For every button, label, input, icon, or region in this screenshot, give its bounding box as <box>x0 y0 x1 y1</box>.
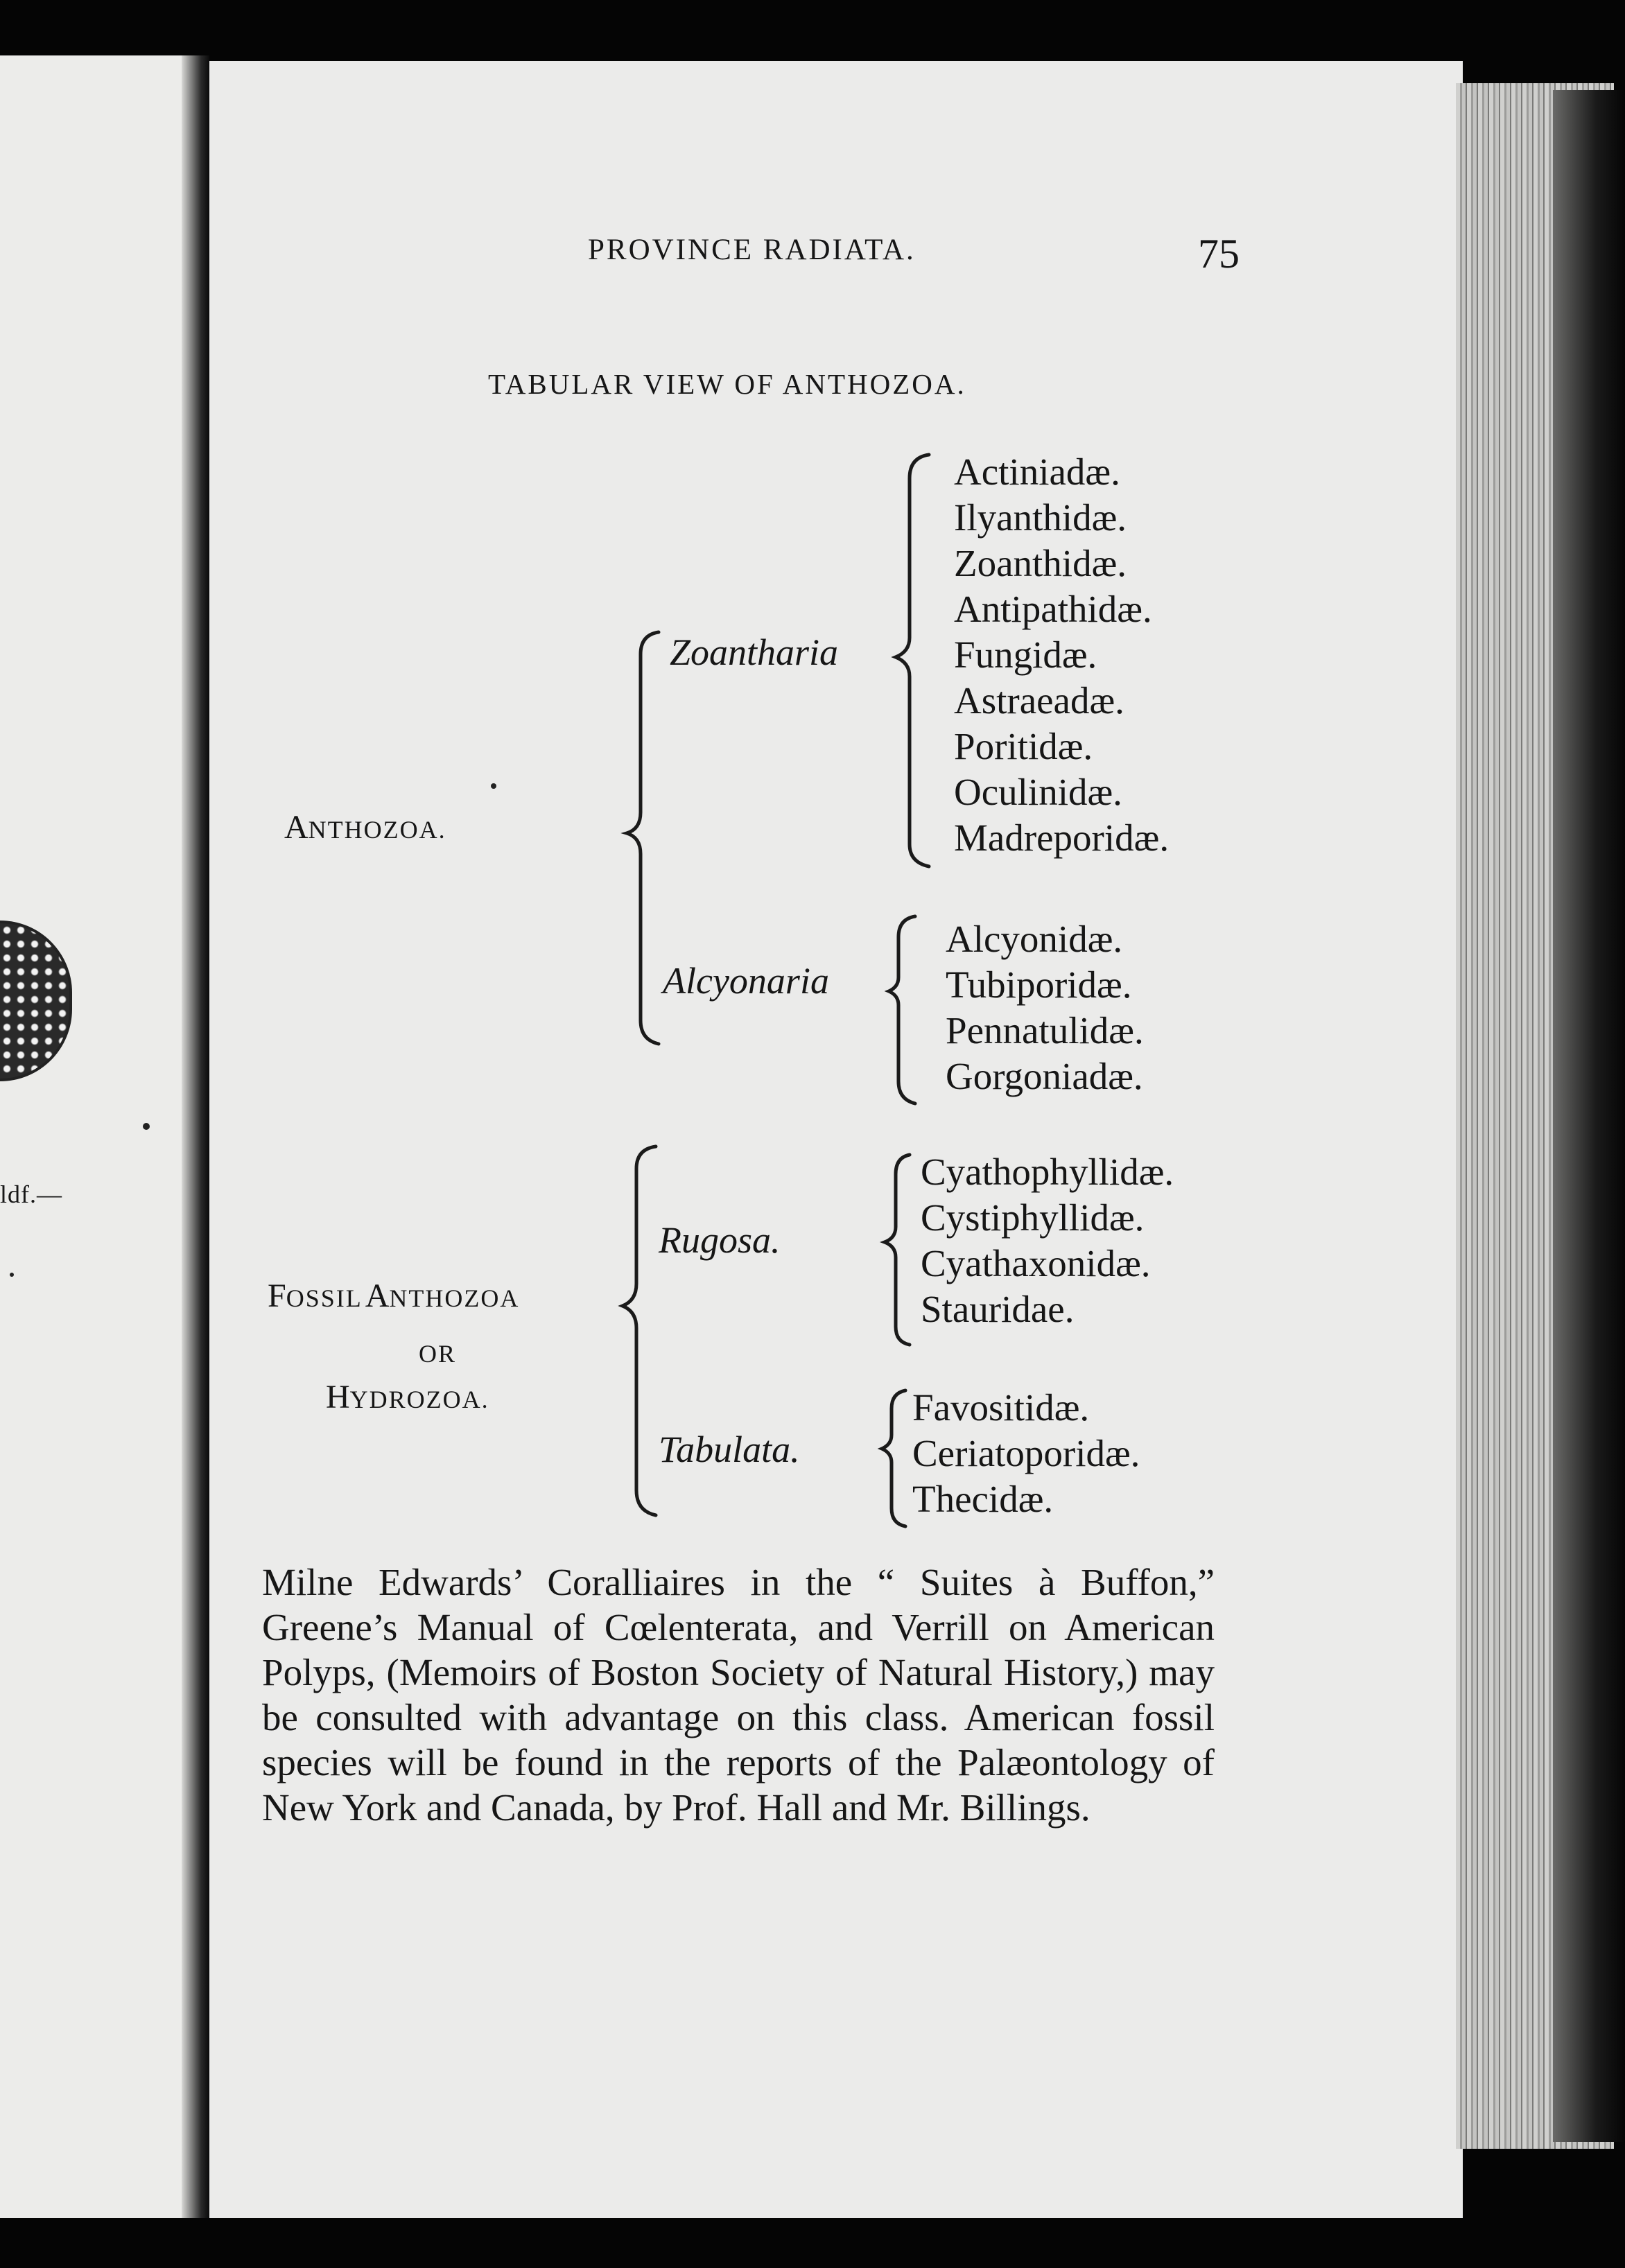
brace-fossil <box>623 1146 656 1515</box>
fossil-label-line1: FOSSIL ANTHOZOA <box>268 1277 520 1314</box>
family-item: Poritidæ. <box>954 725 1093 767</box>
table-title: TABULAR VIEW OF ANTHOZOA. <box>488 368 966 400</box>
family-item: Pennatulidæ. <box>946 1009 1144 1052</box>
group-name-rugosa: Rugosa. <box>659 1219 781 1261</box>
family-item: Astraeadæ. <box>954 679 1124 722</box>
family-item: Alcyonidæ. <box>946 918 1123 960</box>
family-list-zoantharia <box>954 449 1169 861</box>
family-item: Madreporidæ. <box>954 817 1170 859</box>
group-name-tabulata: Tabulata. <box>659 1429 800 1470</box>
family-item: Cystiphyllidæ. <box>921 1196 1145 1239</box>
family-item: Ceriatoporidæ. <box>912 1432 1140 1474</box>
family-item: Thecidæ. <box>912 1478 1054 1520</box>
family-item: Actiniadæ. <box>954 451 1120 493</box>
print-speck <box>491 783 496 789</box>
family-item: Favositidæ. <box>912 1386 1090 1429</box>
family-list-tabulata <box>912 1385 1140 1522</box>
brace-anthozoa <box>627 632 659 1044</box>
group-name-zoantharia: Zoantharia <box>670 631 839 673</box>
family-item: Stauridae. <box>921 1288 1075 1330</box>
family-item: Cyathophyllidæ. <box>921 1151 1174 1193</box>
fossil-label-line3: HYDROZOA. <box>326 1379 489 1415</box>
brace-tabulata <box>882 1390 905 1526</box>
family-item: Fungidæ. <box>954 634 1097 676</box>
family-list-rugosa <box>921 1149 1174 1332</box>
page-number: 75 <box>1198 231 1240 277</box>
family-item: Gorgoniadæ. <box>946 1055 1143 1097</box>
body-paragraph: Milne Edwards’ Coralliaires in the “ Suites à Buffon,” Greene’s Manual of Cœlenterata, and Verrill on American Polyps, (Memoirs of Boston Society of Natural History,) may be consulted with advantage on this class. American fossil species will be found in the reports of the Palæontology of New York and Canada, by Prof. Hall and Mr. Billings. <box>262 1561 1215 1829</box>
family-item: Antipathidæ. <box>954 588 1152 630</box>
brace-rugosa <box>885 1155 910 1345</box>
family-item: Tubiporidæ. <box>946 963 1132 1006</box>
family-item: Oculinidæ. <box>954 771 1122 813</box>
family-item: Zoanthidæ. <box>954 542 1127 584</box>
running-head: PROVINCE RADIATA. <box>588 234 916 266</box>
group-name-alcyonaria: Alcyonaria <box>663 960 829 1002</box>
anthozoa-label: ANTHOZOA. <box>284 809 446 846</box>
brace-alcyonaria <box>889 916 915 1104</box>
family-list-alcyonaria <box>946 916 1144 1099</box>
brace-zoantharia <box>896 455 929 866</box>
family-item: Ilyanthidæ. <box>954 496 1127 539</box>
family-item: Cyathaxonidæ. <box>921 1242 1151 1284</box>
left-page-text-fragment: ldf.— <box>0 1180 62 1208</box>
fossil-label-line2: OR <box>419 1340 457 1368</box>
